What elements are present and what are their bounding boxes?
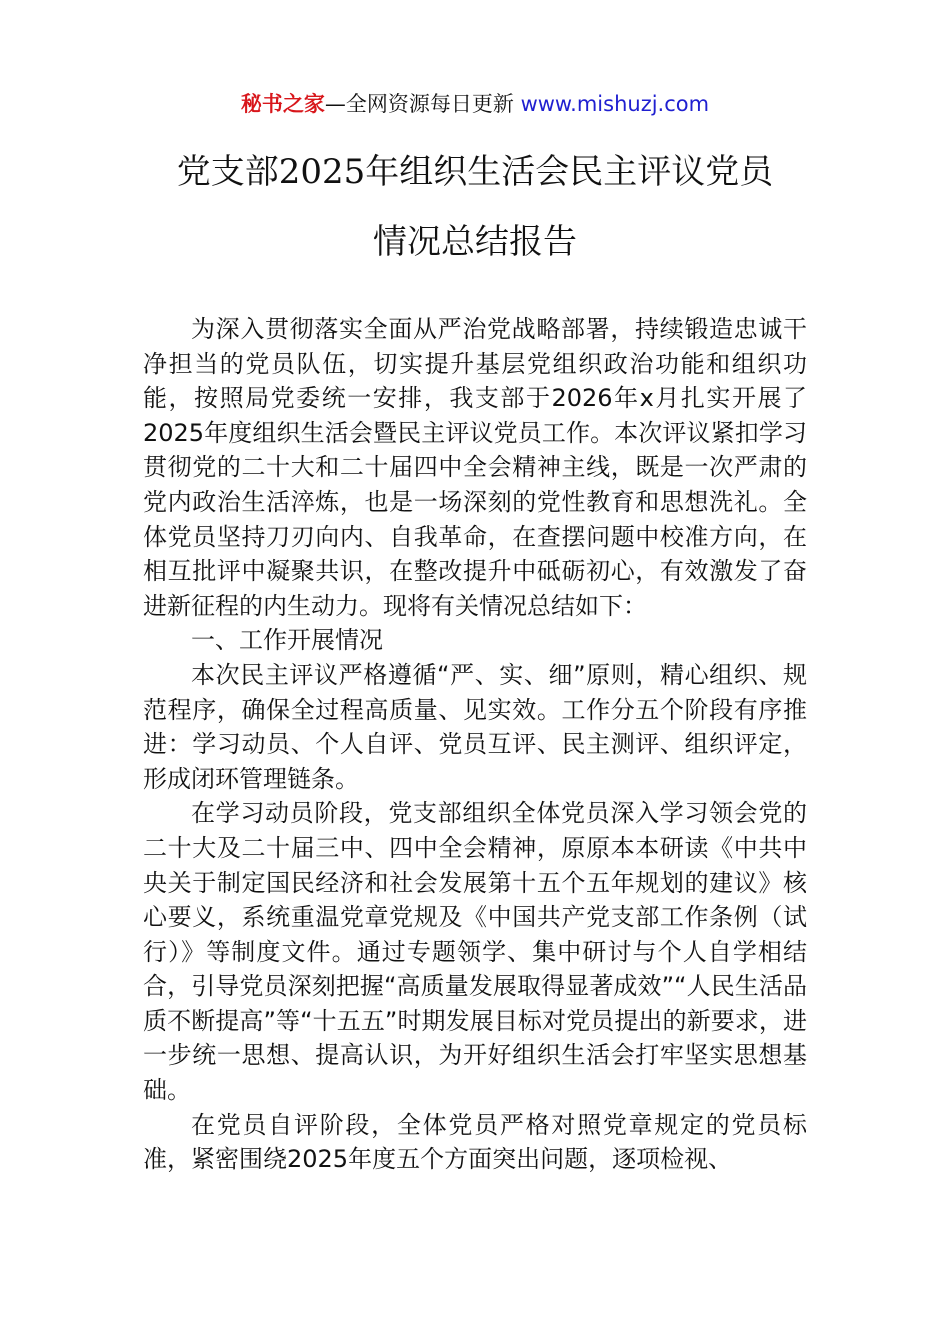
paragraph: 本次民主评议严格遵循“严、实、细”原则，精心组织、规范程序，确保全过程高质量、见实效。工作分五个阶段有序推进：学习动员、个人自评、党员互评、民主测评、组织评定，形成闭环管理链条。 bbox=[143, 660, 807, 793]
brand-name: 秘书之家 bbox=[240, 92, 325, 116]
paragraph-intro: 为深入贯彻落实全面从严治党战略部署，持续锻造忠诚干净担当的党员队伍，切实提升基层党组织政治功能和组织功能，按照局党委统一安排，我支部于2026年x月扎实开展了2025年度组织生活会暨民主评议党员工作。本次评议紧扣学习贯彻党的二十大和二十届四中全会精神主线，既是一次严肃的党内政治生活淬炼，也是一场深刻的党性教育和思想洗礼。全体党员坚持刀刃向内、自我革命，在查摆问题中校准方向，在相互批评中凝聚共识，在整改提升中砥砺初心，有效激发了奋进新征程的内生动力。现将有关情况总结如下： bbox=[143, 315, 807, 620]
document-title-line1: 党支部2025年组织生活会民主评议党员 bbox=[176, 152, 774, 192]
site-header bbox=[0, 88, 950, 120]
header-slogan: —全网资源每日更新 bbox=[324, 92, 521, 116]
document-title-line2: 情况总结报告 bbox=[373, 222, 577, 262]
paragraph: 在学习动员阶段，党支部组织全体党员深入学习领会党的二十大及二十届三中、四中全会精神，原原本本研读《中共中央关于制定国民经济和社会发展第十五个五年规划的建议》核心要义，系统重温党章党规及《中国共产党支部工作条例（试行）》等制度文件。通过专题领学、集中研讨与个人自学相结合，引导党员深刻把握“高质量发展取得显著成效”“人民生活品质不断提高”等“十五五”时期发展目标对党员提出的新要求，进一步统一思想、提高认识，为开好组织生活会打牢坚实思想基础。 bbox=[143, 799, 807, 1105]
paragraph: 在党员自评阶段，全体党员严格对照党章规定的党员标准，紧密围绕2025年度五个方面突出问题，逐项检视、 bbox=[143, 1110, 807, 1174]
document-body bbox=[143, 312, 807, 1177]
section-heading: 一、工作开展情况 bbox=[191, 626, 383, 655]
site-url-link[interactable]: www.mishuzj.com bbox=[520, 92, 710, 116]
